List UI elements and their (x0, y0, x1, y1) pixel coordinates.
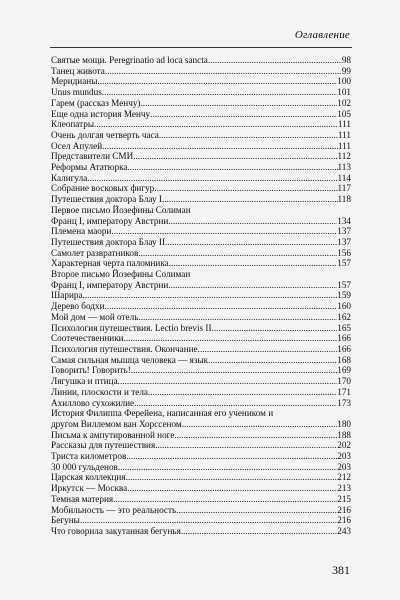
toc-entry (51, 301, 351, 312)
toc-entry (51, 398, 351, 409)
toc-entry-title-line: История Филиппа Ферейена, написанная его учеником и (51, 408, 274, 419)
toc-entry-page: 166 (337, 333, 351, 344)
toc-entry-page: 203 (337, 461, 351, 472)
toc-entry (51, 280, 351, 291)
toc-entry (51, 419, 351, 430)
header-rule (50, 47, 352, 48)
toc-entry (51, 216, 351, 227)
toc-entry-title-line: Первое письмо Йозефины Солиман (51, 204, 191, 215)
toc-entry-page: 102 (337, 97, 351, 108)
dot-leader (83, 290, 338, 301)
toc-entry-title: Клеопатры (51, 119, 95, 130)
toc-entry (51, 290, 351, 301)
toc-entry-title: Самолет развратников (51, 247, 139, 258)
toc-entry (51, 333, 351, 344)
dot-leader (133, 151, 337, 162)
dot-leader (94, 119, 338, 130)
toc-entry-page: 134 (337, 215, 351, 226)
dot-leader (169, 258, 337, 269)
toc-entry (51, 248, 351, 259)
toc-entry-title: Линии, плоскости и тела (51, 386, 148, 397)
toc-entry (51, 483, 351, 494)
toc-entry-title: Калигула (51, 172, 88, 183)
toc-entry (51, 226, 351, 237)
toc-entry-title: Лягушка и птица (51, 376, 118, 387)
dot-leader (104, 301, 337, 312)
dot-leader (131, 365, 337, 376)
toc-entry (51, 365, 351, 376)
toc-entry-title: Письма к ампутированной ноге (51, 429, 175, 440)
dot-leader (181, 526, 337, 537)
toc-entry-page: 156 (337, 247, 351, 258)
toc-entry-page: 180 (337, 418, 351, 429)
toc-entry-page: 99 (341, 65, 351, 76)
toc-entry (51, 109, 351, 120)
toc-entry-title: Святые мощи. Peregrinatio ad loca sancta (51, 55, 208, 65)
toc-entry-page: 188 (337, 429, 351, 440)
dot-leader (111, 226, 337, 237)
toc-entry-title: Танец живота (51, 65, 105, 76)
toc-entry-page: 157 (337, 279, 351, 290)
dot-leader (134, 398, 337, 409)
toc-entry-title: Собрание восковых фигур (51, 183, 155, 194)
table-of-contents (51, 55, 351, 537)
toc-entry-title: Говорить! Говорить! (51, 365, 131, 376)
toc-entry-page: 166 (337, 343, 351, 354)
toc-entry-page: 171 (337, 386, 351, 397)
dot-leader (118, 462, 337, 473)
toc-entry-page: 169 (337, 365, 351, 376)
toc-entry-page: 165 (337, 322, 351, 333)
toc-entry-page: 159 (337, 290, 351, 301)
toc-entry (51, 66, 351, 77)
toc-entry-page: 137 (337, 236, 351, 247)
toc-entry-title: Путешествия доктора Блау II (51, 236, 165, 247)
dot-leader (126, 451, 337, 462)
toc-entry (51, 173, 351, 184)
toc-entry (51, 312, 351, 323)
toc-entry-title: Бегуны (51, 515, 80, 526)
toc-entry (51, 515, 351, 526)
toc-entry (51, 494, 351, 505)
toc-entry-title: Психология путешествия. Lectio brevis II (51, 322, 212, 333)
dot-leader (138, 312, 337, 323)
dot-leader (168, 280, 337, 291)
toc-entry (51, 440, 351, 451)
toc-entry-page: 105 (337, 108, 351, 119)
toc-entry-page: 112 (337, 151, 351, 162)
toc-entry (51, 258, 351, 269)
dot-leader (165, 237, 337, 248)
toc-entry (51, 194, 351, 205)
dot-leader (138, 248, 337, 259)
dot-leader (124, 333, 338, 344)
toc-entry-title: Франц I, императору Австрии (51, 279, 169, 290)
toc-entry-title: Самая сильная мышца человека — язык (51, 354, 209, 365)
toc-entry-page: 98 (341, 55, 351, 65)
toc-entry (51, 87, 351, 98)
dot-leader (105, 66, 342, 77)
toc-entry-title: Темная материя (51, 493, 114, 504)
toc-entry (51, 505, 351, 516)
toc-entry-title: Рассказы для путешествия (51, 440, 156, 451)
toc-entry (51, 76, 351, 87)
dot-leader (113, 494, 337, 505)
toc-entry (51, 526, 351, 537)
dot-leader (102, 141, 338, 152)
toc-entry-title-line: Второе письмо Йозефины Солиман (51, 269, 191, 280)
dot-leader (155, 440, 337, 451)
toc-entry-title: Царская коллекция (51, 472, 126, 483)
toc-entry (51, 451, 351, 462)
page-number: 381 (332, 563, 350, 577)
dot-leader (176, 505, 337, 516)
toc-entry (51, 323, 351, 334)
toc-entry (51, 237, 351, 248)
toc-entry-page: 213 (337, 483, 351, 494)
toc-entry-title: Франц I, императору Австрии (51, 215, 169, 226)
toc-entry-page: 170 (337, 376, 351, 387)
toc-entry (51, 344, 351, 355)
toc-entry-page: 203 (337, 451, 351, 462)
toc-entry-page: 111 (337, 119, 351, 130)
toc-entry-page: 137 (337, 226, 351, 237)
toc-entry-title: Что говорила закутанная бегунья (51, 525, 181, 536)
toc-entry-page: 111 (337, 140, 351, 151)
dot-leader (148, 387, 337, 398)
toc-entry-page: 162 (337, 311, 351, 322)
dot-leader (150, 109, 337, 120)
toc-entry-title: 30 000 гульденов (51, 461, 118, 472)
dot-leader (127, 162, 337, 173)
toc-entry-title: другом Виллемом ван Хорссеном (51, 418, 182, 429)
toc-entry-title: Путешествия доктора Блау I (51, 194, 162, 205)
toc-entry-title: Иркутск — Москва (51, 483, 128, 494)
toc-entry-title: Меридианы (51, 76, 98, 87)
toc-entry-title: Осел Апулей (51, 140, 103, 151)
dot-leader (168, 216, 337, 227)
dot-leader (212, 323, 338, 334)
toc-entry-page: 117 (337, 183, 351, 194)
toc-entry-title: Реформы Ататюрка (51, 162, 128, 173)
toc-entry (51, 183, 351, 194)
toc-entry-page: 114 (337, 172, 351, 183)
dot-leader (198, 344, 338, 355)
dot-leader (208, 355, 337, 366)
dot-leader (182, 419, 338, 430)
dot-leader (97, 76, 337, 87)
toc-entry-page: 168 (337, 354, 351, 365)
toc-entry-page: 173 (337, 397, 351, 408)
toc-entry-title: Соотечественники (51, 333, 124, 344)
toc-entry (51, 462, 351, 473)
toc-entry (51, 98, 351, 109)
toc-entry-page: 100 (337, 76, 351, 87)
toc-entry (51, 430, 351, 441)
dot-leader (140, 98, 337, 109)
toc-entry (51, 141, 351, 152)
toc-entry-title: Гарем (рассказ Менчу) (51, 97, 141, 108)
dot-leader (159, 130, 338, 141)
dot-leader (174, 430, 337, 441)
dot-leader (154, 183, 337, 194)
toc-entry (51, 55, 351, 66)
toc-entry-title: Еще одна история Менчу (51, 108, 151, 119)
toc-entry-page: 202 (337, 440, 351, 451)
dot-leader (80, 515, 337, 526)
toc-entry-title: Ахиллово сухожилие (51, 397, 135, 408)
toc-entry-title: Мобильность — это реальность (51, 504, 177, 515)
toc-entry-title: Племена маори (51, 226, 112, 237)
toc-entry (51, 130, 351, 141)
toc-entry-page: 157 (337, 258, 351, 269)
toc-entry-page: 160 (337, 301, 351, 312)
toc-entry-title: Дерево бодхи (51, 301, 105, 312)
dot-leader (162, 194, 338, 205)
toc-entry (51, 162, 351, 173)
toc-entry-page: 212 (337, 472, 351, 483)
toc-entry (51, 151, 351, 162)
toc-entry-page: 243 (337, 525, 351, 536)
dot-leader (126, 472, 338, 483)
toc-entry-page: 113 (337, 162, 351, 173)
toc-entry-page: 216 (337, 515, 351, 526)
page-heading: Оглавление (294, 29, 350, 41)
dot-leader (208, 55, 342, 66)
toc-entry (51, 472, 351, 483)
dot-leader (87, 173, 337, 184)
toc-entry-page: 216 (337, 504, 351, 515)
toc-entry-page: 118 (337, 194, 351, 205)
toc-entry-page: 101 (337, 87, 351, 98)
toc-entry-title: Представители СМИ (51, 151, 134, 162)
toc-entry-title: Психология путешествия. Окончание (51, 343, 198, 354)
dot-leader (127, 483, 337, 494)
toc-entry-page: 215 (337, 493, 351, 504)
toc-entry (51, 119, 351, 130)
toc-entry-page: 111 (337, 129, 351, 140)
toc-entry-title: Очень долгая четверть часа (51, 129, 159, 140)
dot-leader (118, 376, 338, 387)
toc-entry (51, 355, 351, 366)
toc-entry-title: Характерная черта паломника (51, 258, 169, 269)
toc-entry (51, 376, 351, 387)
toc-entry-title: Шарира (51, 290, 83, 301)
toc-entry-title: Триста километров (51, 451, 127, 462)
dot-leader (102, 87, 337, 98)
toc-entry-title: Unus mundus (51, 87, 102, 98)
toc-entry-title: Мой дом — мой отель (51, 311, 139, 322)
toc-entry (51, 387, 351, 398)
